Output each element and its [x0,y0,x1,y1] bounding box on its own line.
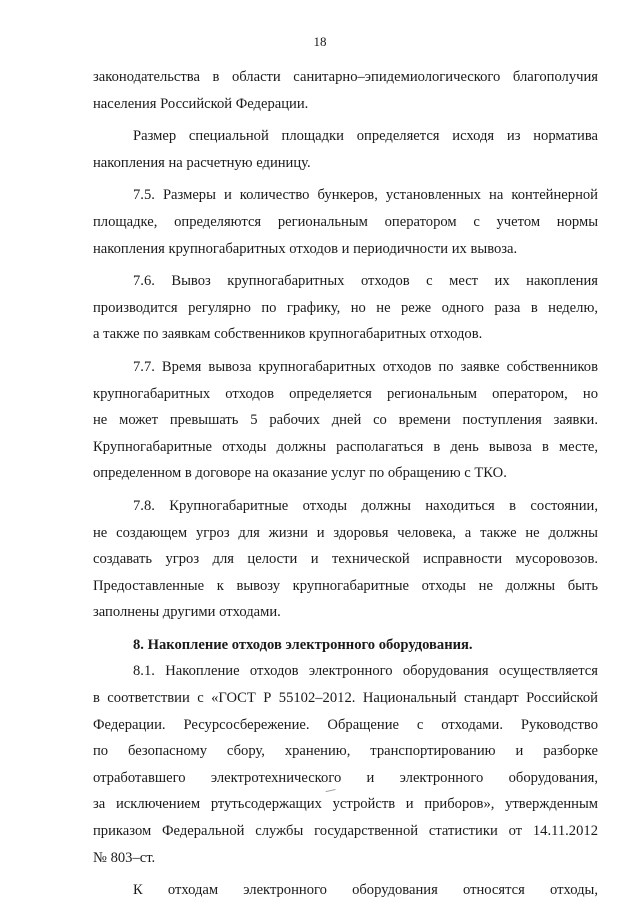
text-line: определенном в договоре на оказание услуг по обращению с ТКО. [93,465,507,482]
text-line: не создающем угроз для жизни и здоровья человека, а также не должны [93,524,598,541]
text-line: 8.1. Накопление отходов электронного оборудования осуществляется [133,663,598,680]
text-line: приказом Федеральной службы государственной статистики от 14.11.2012 [93,823,598,840]
text-line: № 803–ст. [93,849,156,866]
text-line: накопления крупногабаритных отходов и периодичности их вывоза. [93,240,518,257]
paragraph-7-8 [93,493,598,626]
text-line: крупногабаритных отходов определяется региональным оператором, но [93,385,598,402]
text-line: 7.6. Вывоз крупногабаритных отходов с мест их накопления [133,273,598,290]
paragraph-7-6 [93,268,598,348]
paragraph [93,64,598,117]
document-body [93,64,598,904]
text-line: Крупногабаритные отходы должны располагаться в день вывоза в месте, [93,438,598,455]
paragraph [93,123,598,176]
text-line: создавать угроз для целости и технической исправности мусоровозов. [93,551,598,568]
text-line: производится регулярно по графику, но не реже одного раза в неделю, [93,299,598,316]
text-line: не может превышать 5 рабочих дней со времени поступления заявки. [93,412,598,429]
text-line: отработавшего электротехнического и электронного оборудования, [93,769,598,786]
page-number: 18 [313,34,327,49]
paragraph-7-7 [93,354,598,487]
text-line: за исключением ртутьсодержащих устройств и приборов», утвержденным [93,796,598,813]
section-heading [93,632,598,659]
text-line: накопления на расчетную единицу. [93,154,311,171]
text-line: 7.5. Размеры и количество бункеров, установленных на контейнерной [133,187,598,204]
paragraph [93,877,598,904]
paragraph-8-1 [93,658,598,871]
text-line: 7.8. Крупногабаритные отходы должны находиться в состоянии, [133,497,598,514]
text-line: а также по заявкам собственников крупногабаритных отходов. [93,326,483,343]
text-line: Федерации. Ресурсосбережение. Обращение с отходами. Руководство [93,716,598,733]
text-line: К отходам электронного оборудования относятся отходы, [133,882,598,899]
text-line: в соответствии с «ГОСТ Р 55102–2012. Национальный стандарт Российской [93,690,598,707]
text-line: площадке, определяются региональным оператором с учетом нормы [93,213,598,230]
text-line: заполнены другими отходами. [93,604,281,621]
section-title: 8. Накопление отходов электронного оборудования. [133,636,473,653]
text-line: Размер специальной площадки определяется исходя из норматива [133,128,598,145]
text-line: Предоставленные к вывозу крупногабаритные отходы не должны быть [93,577,598,594]
paragraph-7-5 [93,182,598,262]
text-line: по безопасному сбору, хранению, транспортированию и разборке [93,743,598,760]
text-line: населения Российской Федерации. [93,95,309,112]
text-line: 7.7. Время вывоза крупногабаритных отходов по заявке собственников [133,358,598,375]
text-line: законодательства в области санитарно–эпидемиологического благополучия [93,69,598,85]
